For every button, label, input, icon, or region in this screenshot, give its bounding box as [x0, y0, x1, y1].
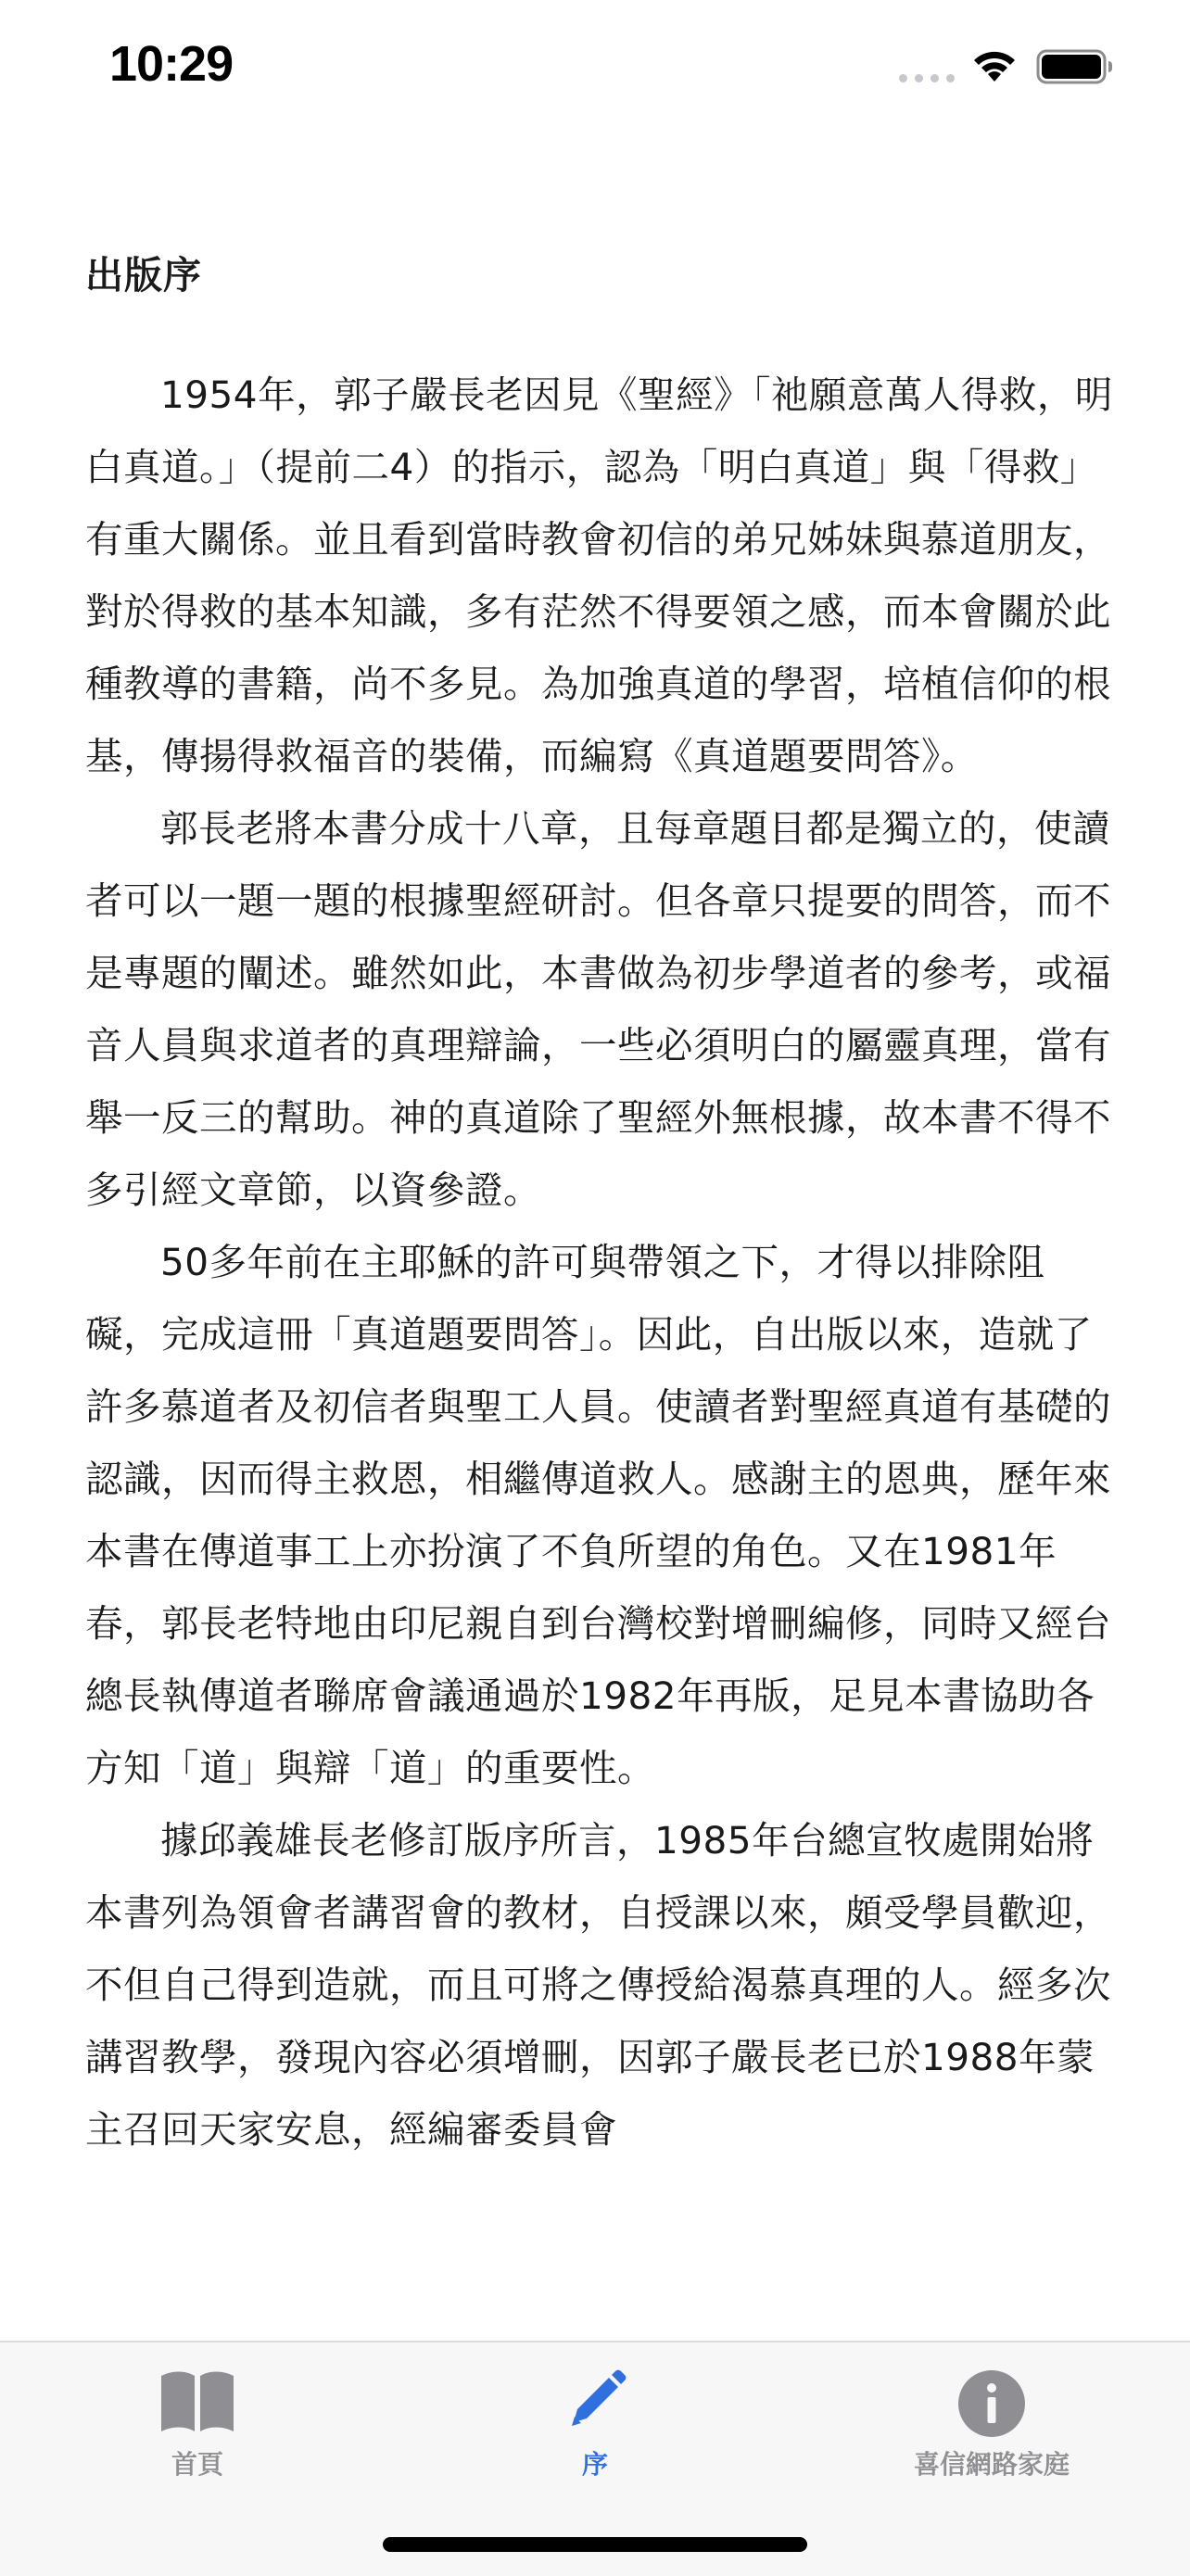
- tab-family[interactable]: [853, 2363, 1131, 2481]
- tab-preface-label: 序: [581, 2449, 608, 2480]
- tab-home[interactable]: [58, 2363, 336, 2481]
- article-content: [85, 234, 1114, 2337]
- book-icon: [156, 2363, 239, 2441]
- tab-preface[interactable]: [456, 2363, 734, 2481]
- home-indicator[interactable]: [383, 2537, 807, 2552]
- article-title: 出版序: [85, 253, 202, 297]
- article-paragraph: 50多年前在主耶穌的許可與帶領之下，才得以排除阻礙，完成這冊「真道題要問答」。因此，自出版以來，造就了許多慕道者及初信者與聖工人員。使讀者對聖經真道有基礎的認識，因而得主救恩，相繼傳道救人。感謝主的恩典，歷年來本書在傳道事工上亦扮演了不負所望的角色。又在1981年春，郭長老特地由印尼親自到台灣校對增刪編修，同時又經台總長執傳道者聯席會議通過於1982年再版，足見本書協助各方知「道」與辯「道」的重要性。: [85, 1240, 1111, 1790]
- status-time: 10:29: [109, 36, 234, 92]
- article-paragraph: 郭長老將本書分成十八章，且每章題目都是獨立的，使讀者可以一題一題的根據聖經研討。但各章只提要的問答，而不是專題的闡述。雖然如此，本書做為初步學道者的參考，或福音人員與求道者的真理辯論，一些必須明白的屬靈真理，當有舉一反三的幫助。神的真道除了聖經外無根據，故本書不得不多引經文章節，以資參證。: [85, 806, 1111, 1212]
- wifi-icon: [969, 46, 1019, 83]
- battery-icon: [1036, 48, 1114, 85]
- tab-family-label: 喜信網路家庭: [913, 2449, 1070, 2480]
- status-bar: [0, 0, 1190, 139]
- info-icon: [950, 2363, 1033, 2441]
- article-paragraph: 1954年，郭子嚴長老因見《聖經》「祂願意萬人得救，明白真道。」（提前二4）的指示，認為「明白真道」與「得救」有重大關係。並且看到當時教會初信的弟兄姊妹與慕道朋友，對於得救的基本知識，多有茫然不得要領之感，而本會關於此種教導的書籍，尚不多見。為加強真道的學習，培植信仰的根基，傳揚得救福音的裝備，而編寫《真道題要問答》。: [85, 373, 1113, 778]
- article-paragraph: 據邱義雄長老修訂版序所言，1985年台總宣牧處開始將本書列為領會者講習會的教材，自授課以來，頗受學員歡迎，不但自己得到造就，而且可將之傳授給渴慕真理的人。經多次講習教學，發現內容必須增刪，因郭子嚴長老已於1988年蒙主召回天家安息，經編審委員會: [85, 1818, 1111, 2152]
- tab-home-label: 首頁: [171, 2449, 223, 2480]
- pencil-icon: [553, 2363, 637, 2441]
- cellular-signal-icon: [899, 74, 955, 82]
